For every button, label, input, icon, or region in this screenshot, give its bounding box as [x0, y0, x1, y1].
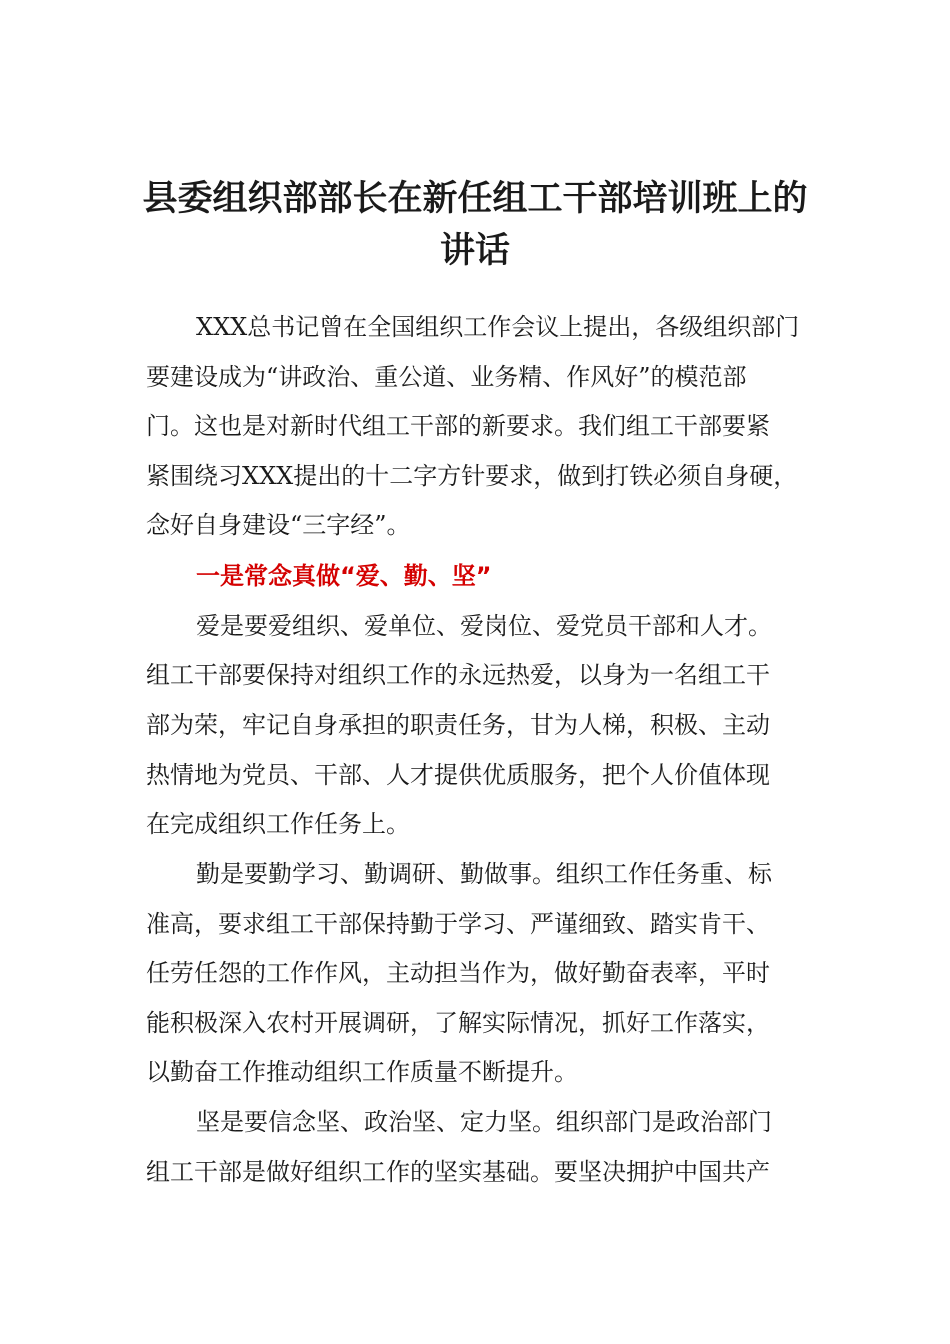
- para-qin-line-2: 准高，要求组工干部保持勤于学习、严谨细致、踏实肯干、: [146, 910, 770, 938]
- para-ai-line-5: 在完成组织工作任务上。: [146, 810, 410, 838]
- para-qin-line-5: 以勤奋工作推动组织工作质量不断提升。: [146, 1058, 578, 1086]
- para-qin-line-3: 任劳任怨的工作作风，主动担当作为，做好勤奋表率，平时: [146, 959, 770, 987]
- intro-line-5: 念好自身建设“三字经”。: [146, 511, 411, 539]
- para-ai-line-1: 爱是要爱组织、爱单位、爱岗位、爱党员干部和人才。: [196, 612, 772, 640]
- intro-line-2: 要建设成为“讲政治、重公道、业务精、作风好”的模范部: [146, 363, 747, 391]
- para-qin-line-4: 能积极深入农村开展调研，了解实际情况，抓好工作落实，: [146, 1009, 770, 1037]
- para-qin-line-1: 勤是要勤学习、勤调研、勤做事。组织工作任务重、标: [196, 860, 772, 888]
- document-title-line-1: 县委组织部部长在新任组工干部培训班上的: [142, 178, 808, 219]
- intro-line-1: XXX总书记曾在全国组织工作会议上提出，各级组织部门: [196, 313, 800, 341]
- intro-line-4: 紧围绕习XXX提出的十二字方针要求，做到打铁必须自身硬，: [146, 462, 798, 490]
- intro-line-3: 门。这也是对新时代组工干部的新要求。我们组工干部要紧: [146, 412, 770, 440]
- para-ai-line-4: 热情地为党员、干部、人才提供优质服务，把个人价值体现: [146, 761, 770, 789]
- section-heading-1: 一是常念真做“爱、勤、坚”: [196, 562, 492, 590]
- para-jian-line-2: 组工干部是做好组织工作的坚实基础。要坚决拥护中国共产: [146, 1158, 770, 1186]
- para-jian-line-1: 坚是要信念坚、政治坚、定力坚。组织部门是政治部门: [196, 1108, 772, 1136]
- para-ai-line-2: 组工干部要保持对组织工作的永远热爱，以身为一名组工干: [146, 661, 770, 689]
- para-ai-line-3: 部为荣，牢记自身承担的职责任务，甘为人梯，积极、主动: [146, 711, 770, 739]
- document-title-line-2: 讲话: [439, 230, 510, 271]
